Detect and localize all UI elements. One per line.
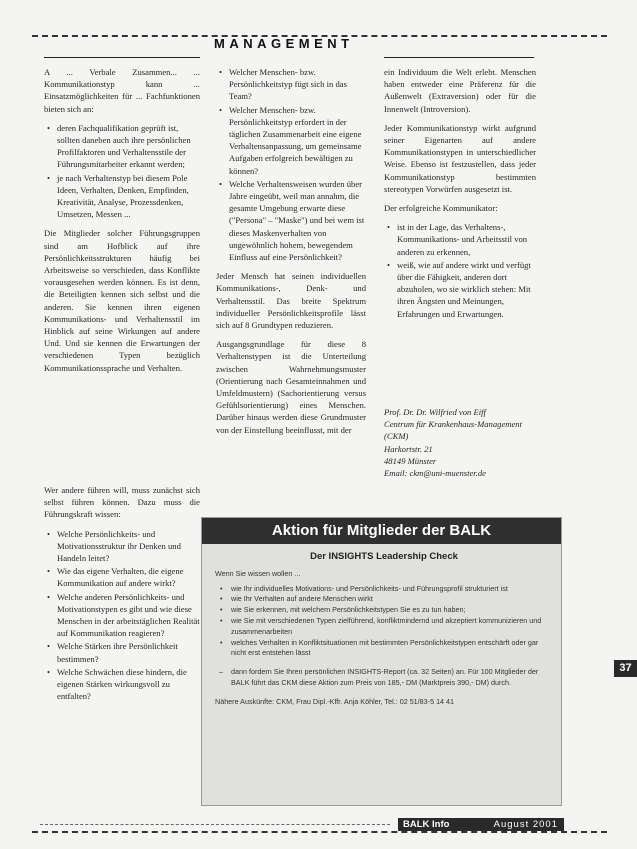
footer-issue: August 2001 [493, 819, 558, 830]
list-item: • Welcher Menschen- bzw. Persönlichkeitstyp fügt sich in das Team? [229, 66, 366, 103]
col3-paragraph-1: ein Individuum die Welt erlebt. Menschen haben entweder eine Präferenz für die Außenwelt (Extraversion) oder für die Innenwelt (Introversion). [384, 67, 536, 114]
author-city: 48149 Münster [384, 455, 437, 466]
box-subheader: Der INSIGHTS Leadership Check [310, 551, 458, 562]
author-email[interactable]: Email: ckm@uni-muenster.de [384, 468, 486, 479]
list-item: • weiß, wie auf andere wirkt und verfügt über die Fähigkeit, anderen dort abzuholen, wo sie wirklich stehen: Mit ihren Ängsten und Meinungen, Erfahrungen und Erwartungen. [397, 259, 536, 320]
column-1 [44, 66, 200, 506]
author-name: Prof. Dr. Dr. Wilfried von Eiff [384, 407, 486, 417]
list-item: • Welche Schwächen diese hindern, die eigenen Stärken wirkungsvoll zu entfalten? [57, 666, 200, 703]
column-1-bottom [44, 484, 200, 784]
column-3 [384, 66, 536, 376]
box-body [215, 552, 553, 712]
list-item: • deren Fachqualifikation geprüft ist, sollten daneben auch ihre persönlichen Profilfaktoren und Verhaltensstile der Führungsmitarbeiter erkannt werden; [57, 122, 200, 171]
page-number: 37 [614, 660, 637, 677]
list-item: • Welche Persönlichkeits- und Motivationsstruktur ihr Denken und Handeln leitet? [57, 528, 200, 565]
box-intro: Wenn Sie wissen wollen ... [215, 568, 301, 578]
col1-bullet-list [44, 122, 200, 221]
col2-paragraph-2: Ausgangsgrundlage für diese 8 Verhaltenstypen ist die Unterteilung zwischen Wahrnehmungsmuster (Orientierung nach Gesamteinnahmen und Umfeldmustern) (Sachorientierung versus Gefühlsorientierung) eines Menschen. Darüber hinaus werden diese Grundmuster von der Einstellung beeinflusst, mit der [216, 339, 366, 435]
box-offer: – dann fordern Sie Ihren persönlichen INSIGHTS-Report (ca. 32 Seiten) an. Für 100 Mitglieder der BALK führt das CKM diese Aktion zum Preis von 185,- DM (Marktpreis 390,- DM) durch. [215, 667, 553, 689]
author-block [384, 406, 536, 501]
list-item: • Welche anderen Persönlichkeits- und Motivationstypen es gibt und wie diese Menschen in der arbeitstäglichen Realität auf Kommunikation reagieren? [57, 591, 200, 640]
list-item: • wie Sie erkennen, mit welchem Persönlichkeitstypen Sie es zu tun haben; [231, 605, 553, 616]
column-rule-1 [44, 57, 200, 58]
col3-bullet-list [384, 221, 536, 320]
list-item: • wie Ihr individuelles Motivations- und Persönlichkeits- und Führungsprofil strukturiert ist [231, 584, 553, 595]
col2-paragraph-1: Jeder Mensch hat seinen individuellen Kommunikations-, Denk- und Verhaltensstil. Das breite Spektrum individueller Persönlichkeitsprofile lässt sich auf 8 Grundtypen reduzieren. [216, 271, 366, 331]
col1b-intro: Wer andere führen will, muss zunächst sich selbst führen können. Dazu muss die Führungskraft wissen: [44, 485, 200, 520]
column-2 [216, 66, 366, 496]
list-item: • Welcher Menschen- bzw. Persönlichkeitstyp erfordert in der täglichen Zusammenarbeit eine eigene Verhaltensanpassung, um gemeinsame Aufgaben erfolgreich bewältigen zu können? [229, 104, 366, 177]
col1-paragraph-1: A ... Verbale Zusammen... ... Kommunikationstyp kann ... Einsatzmöglichkeiten für ... Fachfunktionen bieten sich an: [44, 67, 200, 114]
footer-dashed-rule [40, 824, 390, 825]
list-item: • ist in der Lage, das Verhaltens-, Kommunikations- und Arbeitsstil von anderen zu erkennen, [397, 221, 536, 258]
list-item: • wie Sie mit verschiedenen Typen zielführend, konfliktmindernd und akzeptiert kommunizieren und zusammenarbeiten [231, 616, 553, 638]
footer-brand: BALK Info [403, 819, 450, 830]
box-header: Aktion für Mitglieder der BALK [202, 518, 561, 544]
balk-action-box [201, 517, 562, 806]
author-street: Harkortstr. 21 [384, 443, 433, 454]
list-item: • Wie das eigene Verhalten, die eigene Kommunikation auf andere wirkt? [57, 565, 200, 589]
col1-paragraph-2: Die Mitglieder solcher Führungsgruppen sind am Hofblick auf ihre Persönlichkeitsstrukturen häufig bei Arbeitsweise so verschieden, dass Konflikte vorausgesehen werden können. Es ist denn, die Beteiligten kennen sich selbst und die anderen. Sie kennen ihren eigenen Kommunikations- und Verhaltensstil im Hinblick auf seine Wirkungen auf andere Und. Und sie kennen die Erwartungen der verschiedenen Typen bezüglich Kommunikationssprache und Verhalten. [44, 228, 200, 373]
col2-bullet-list [216, 66, 366, 263]
list-item: • welches Verhalten in Konfliktsituationen mit bestimmten Persönlichkeitstypen entschärft oder gar nicht erst entstehen lässt [231, 638, 553, 660]
column-rule-3 [384, 57, 534, 58]
author-org: Centrum für Krankenhaus-Management (CKM) [384, 419, 522, 442]
footer-bar [398, 818, 564, 831]
box-contact: Nähere Auskünfte: CKM, Frau Dipl.-Kffr. Anja Köhler, Tel.: 02 51/83-5 14 41 [215, 696, 455, 706]
col3-paragraph-3: Der erfolgreiche Kommunikator: [384, 203, 498, 214]
list-item: • Welche Stärken ihre Persönlichkeit bestimmen? [57, 640, 200, 664]
list-item: • Welche Verhaltensweisen wurden über Jahre eingeübt, weil man annahm, die gesamte Umgebung erwarte diese ("Persona" – "Maske") und bei wem ist dieses Maskenverhalten von ungewöhnlich hohem, bewegendem Einfluss auf eine Persönlichkeit? [229, 178, 366, 263]
section-title: MANAGEMENT [214, 36, 354, 51]
col3-paragraph-2: Jeder Kommunikationstyp wirkt aufgrund seiner Eigenarten auf andere Kommunikationstypen in unterschiedlicher Weise. Ebenso ist festzustellen, dass jeder Kommunikationstyp bestimmten stereotypen Vorwürfen ausgesetzt ist. [384, 122, 536, 194]
list-item: • wie Ihr Verhalten auf andere Menschen wirkt [231, 594, 553, 605]
bottom-dashed-rule [32, 831, 607, 833]
col1b-bullet-list [44, 528, 200, 703]
list-item: • je nach Verhaltenstyp bei diesem Pole Ideen, Verhalten, Denken, Empfinden, Kreativität, Analyse, Prozessdenken, Umsetzen, Messen ... [57, 172, 200, 221]
box-bullet-list [215, 584, 553, 660]
